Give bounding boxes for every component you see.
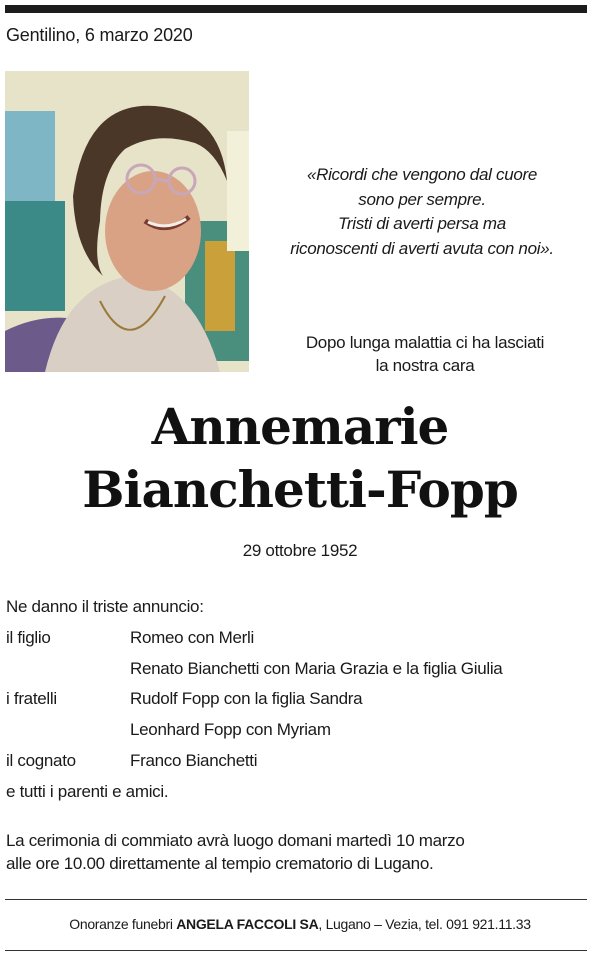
relative-names: Rudolf Fopp con la figlia Sandra: [130, 689, 363, 709]
relative-names: Renato Bianchetti con Maria Grazia e la figlia Giulia: [130, 658, 503, 678]
intro-line: la nostra cara: [375, 356, 475, 375]
quote-line: riconoscenti di averti avuta con noi».: [290, 238, 554, 258]
birth-date: 29 ottobre 1952: [242, 541, 358, 560]
announcement-row: [6, 684, 596, 715]
funeral-home-footer: [0, 916, 600, 932]
announcement-row: [6, 623, 596, 654]
ceremony-details: [6, 829, 596, 875]
footer-prefix: Onoranze funebri: [69, 916, 177, 932]
relation-label: i fratelli: [6, 689, 57, 709]
memorial-quote: [255, 163, 589, 261]
relative-names: Franco Bianchetti: [130, 750, 258, 770]
place-date: Gentilino, 6 marzo 2020: [6, 25, 193, 45]
relative-names: Romeo con Merli: [130, 627, 254, 647]
portrait-photo: [5, 71, 249, 372]
announcement-row: [6, 654, 596, 685]
deceased-last-name: Bianchetti-Fopp: [82, 460, 518, 519]
announcement-row: [6, 715, 596, 746]
divider: [5, 950, 587, 951]
ceremony-line: alle ore 10.00 direttamente al tempio crematorio di Lugano.: [6, 854, 434, 873]
quote-line: Tristi di averti persa ma: [338, 214, 506, 233]
divider: [5, 899, 587, 900]
intro-line: Dopo lunga malattia ci ha lasciati: [305, 333, 545, 352]
relation-label: il cognato: [6, 750, 76, 770]
relative-names: Leonhard Fopp con Myriam: [130, 720, 331, 740]
relation-label: il figlio: [6, 627, 51, 647]
funeral-home-name: ANGELA FACCOLI SA: [176, 916, 319, 932]
footer-contact: , Lugano – Vezia, tel. 091 921.11.33: [318, 916, 531, 932]
announcement: [6, 592, 596, 808]
top-rule: [5, 5, 587, 13]
announcement-opening: Ne danno il triste annuncio:: [6, 597, 204, 616]
announcement-closing: e tutti i parenti e amici.: [6, 781, 169, 801]
ceremony-line: La cerimonia di commiato avrà luogo domani martedì 10 marzo: [6, 831, 465, 850]
announcement-row: [6, 746, 596, 777]
quote-line: sono per sempre.: [358, 189, 486, 209]
quote-line: «Ricordi che vengono dal cuore: [306, 165, 538, 184]
deceased-first-name: Annemarie: [151, 397, 449, 456]
intro-text: [270, 331, 580, 377]
